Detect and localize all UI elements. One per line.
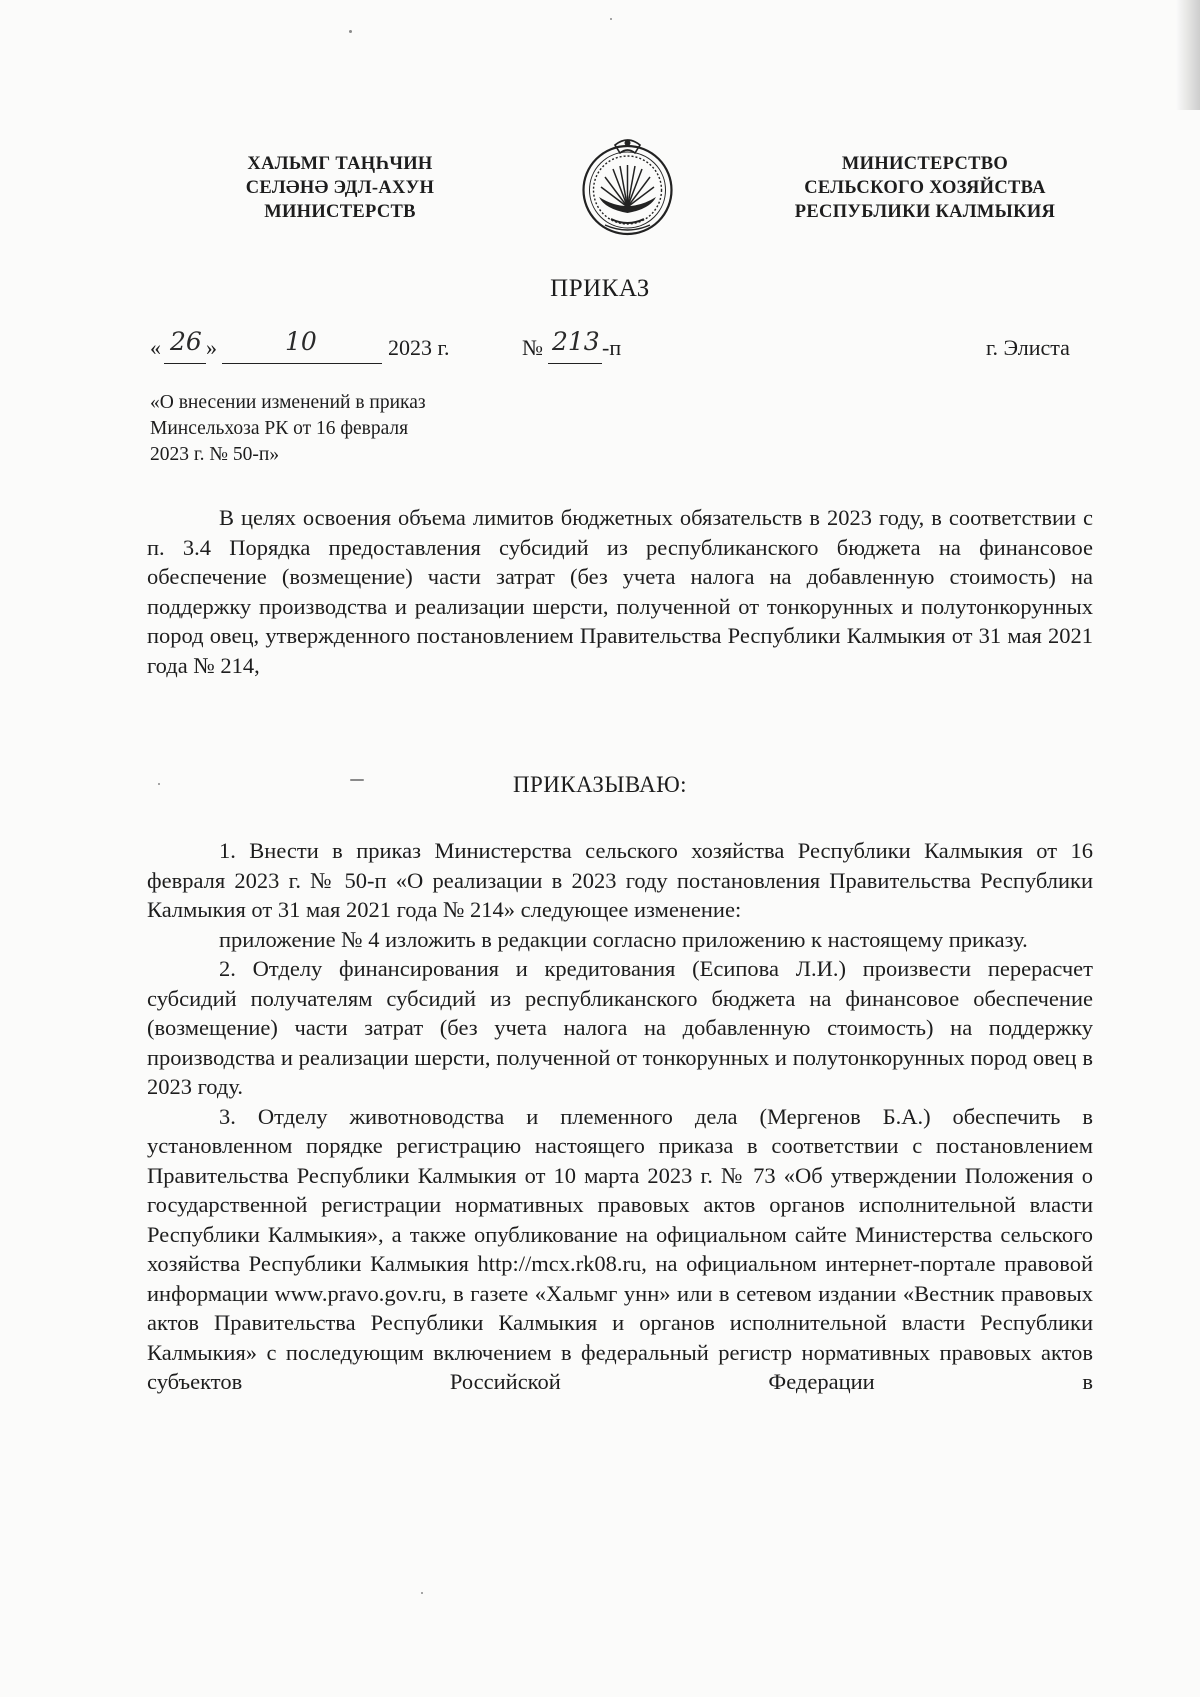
preamble: В целях освоения объема лимитов бюджетных обязательств в 2023 году, в соответствии с п. 3.4 Порядка предоставления субсидий из республиканского бюджета на финансовое обеспечение (возмещение) части затрат (без учета налога на добавленную стоимость) на поддержку производства и реализации шерсти, полученной от тонкорунных и полутонкорунных пород овец, утвержденного постановлением Правительства Республики Калмыкия от 31 мая 2021 года № 214, [147,505,1093,678]
header-right-line: СЕЛЬСКОГО ХОЗЯЙСТВА [804,178,1046,198]
coat-of-arms-icon [575,135,680,240]
scan-speck [158,783,160,785]
number-suffix: -п [602,335,622,360]
header-right-line: МИНИСТЕРСТВО [841,154,1009,174]
handwritten-month: 10 [285,327,317,356]
subject-line: «О внесении изменений в приказ [150,392,426,413]
header-kalmyk [205,152,475,224]
paragraph-2: 2. Отделу финансирования и кредитования (Есипова Л.И.) произвести перерасчет субсидий получателям субсидий из республиканского бюджета на финансовое обеспечение (возмещение) части затрат (без учета налога на добавленную стоимость) на поддержку производства и реализации шерсти, полученной от тонкорунных и полутонкорунных пород овец в 2023 году. [147,956,1093,1099]
order-subject [150,390,512,468]
day-underline [164,363,206,364]
handwritten-day: 26 [170,327,202,356]
order-paragraphs [147,836,1093,1397]
scan-shadow [1176,0,1200,110]
scan-speck [350,779,364,781]
paragraph-1: 1. Внести в приказ Министерства сельского хозяйства Республики Калмыкия от 16 февраля 2023 г. № 50-п «О реализации в 2023 году постановления Правительства Республики Калмыкия от 31 мая 2021 года № 214» следующее изменение: [147,838,1093,922]
header-russian [760,152,1090,224]
open-quote: « [150,335,161,360]
paragraph-1-change: приложение № 4 изложить в редакции согласно приложению к настоящему приказу. [219,926,1028,952]
date-line [150,325,1090,365]
scan-speck [349,30,352,33]
header-left-line: СЕЛӘНӘ ЭДЛ-АХУН [245,178,435,198]
city: г. Элиста [986,335,1070,360]
document-title: ПРИКАЗ [550,275,650,302]
subject-line: 2023 г. № 50-п» [150,444,280,465]
paragraph-3: 3. Отделу животноводства и племенного дела (Мергенов Б.А.) обеспечить в установленном порядке регистрацию настоящего приказа в соответствии с постановлением Правительства Республики Калмыкия от 10 марта 2023 г. № 73 «Об утверждении Положения о государственной регистрации нормативных правовых актов органов исполнительной власти Республики Калмыкия», а также опубликование на официальном сайте Министерства сельского хозяйства Республики Калмыкия http://mcx.rk08.ru, на официальном интернет-портале правовой информации www.pravo.gov.ru, в газете «Хальмг унн» или в сетевом издании «Вестник правовых актов Правительства Республики Калмыкия и органов исполнительной власти Республики Калмыкия» с последующим включением в федеральный регистр нормативных правовых актов субъектов Российской Федерации в [147,1103,1093,1394]
scan-speck [421,1592,423,1594]
number-sign: № [522,335,543,360]
preamble-block [147,503,1093,680]
order-heading: ПРИКАЗЫВАЮ: [513,772,687,797]
month-underline [222,363,382,364]
close-quote: » [206,335,217,360]
year: 2023 г. [388,335,450,360]
subject-line: Минсельхоза РК от 16 февраля [150,418,409,439]
header-right-line: РЕСПУБЛИКИ КАЛМЫКИЯ [794,202,1056,222]
handwritten-number: 213 [552,327,600,356]
number-underline [548,363,602,364]
header-left-line: ХАЛЬМГ ТАҢҺЧИН [247,154,433,174]
header-left-line: МИНИСТЕРСТВ [264,202,416,222]
scan-speck [610,18,612,20]
